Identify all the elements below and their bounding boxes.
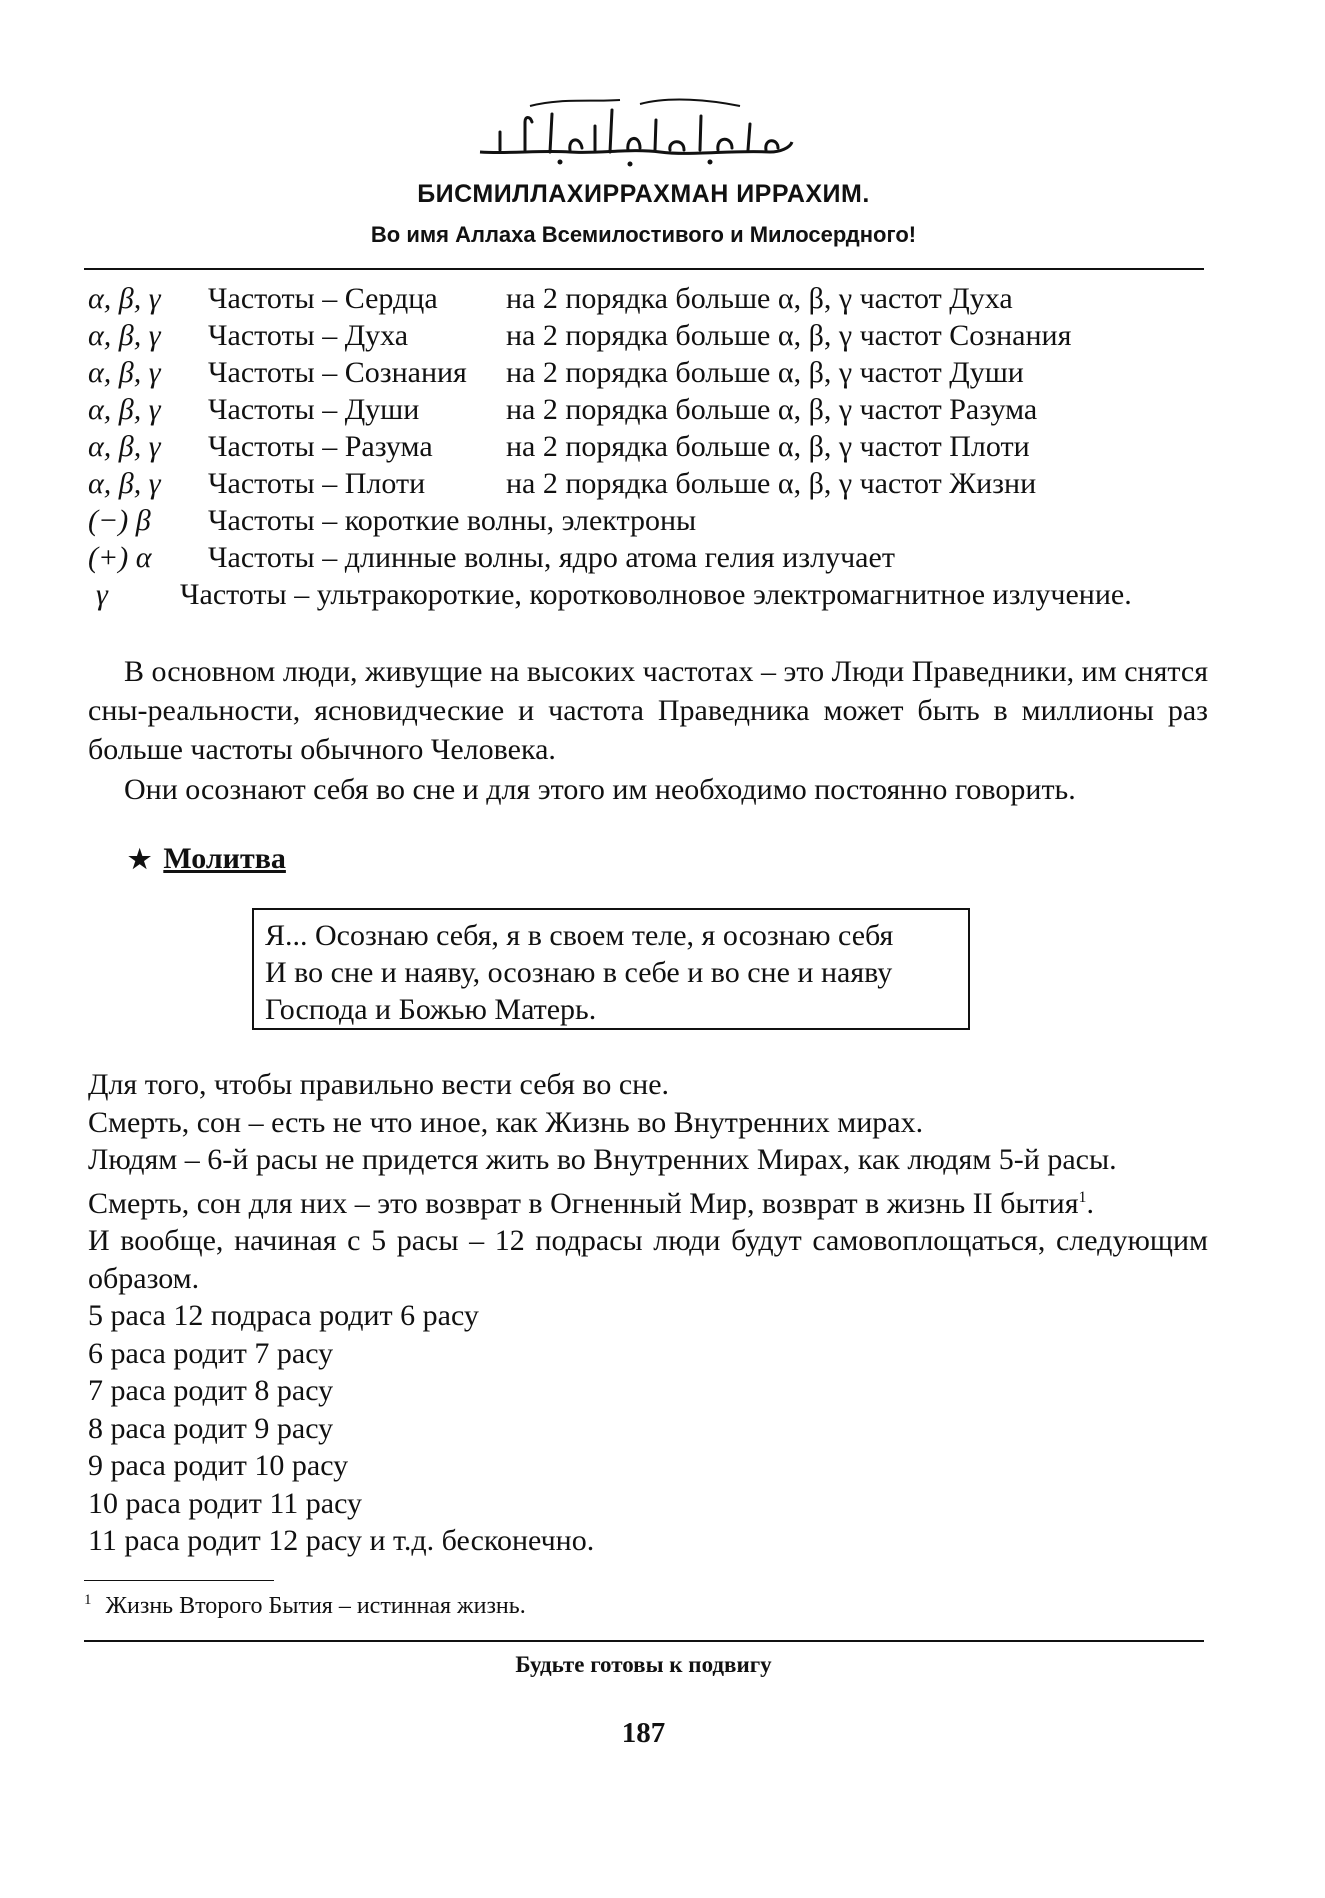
frequency-symbol: γ	[96, 578, 108, 611]
paragraph-self-awareness: Они осознают себя во сне и для этого им необходимо постоянно говорить.	[124, 773, 1076, 806]
prayer-line: И во сне и наяву, осознаю в себе и во сне и наяву	[265, 956, 893, 989]
body-line: И вообще, начиная с 5 расы – 12 подрасы люди будут самовоплощаться, следующим образом.	[88, 1224, 1208, 1295]
frequency-row	[88, 502, 1218, 539]
frequency-comparison: на 2 порядка больше α, β, γ частот Души	[506, 356, 1024, 389]
paragraph-righteous: В основном люди, живущие на высоких частотах – это Люди Праведники, им снятся сны-реальности, ясновидческие и частота Праведника может быть в миллионы раз больше частоты обычного Человека.	[88, 655, 1208, 766]
frequency-symbol: α, β, γ	[88, 356, 161, 389]
frequency-table	[88, 280, 1218, 613]
body-line	[88, 1179, 1208, 1223]
footnote-reference[interactable]: 1	[1078, 1188, 1087, 1206]
prayer-line: Господа и Божью Матерь.	[265, 993, 597, 1026]
frequency-symbol: α, β, γ	[88, 430, 161, 463]
frequency-label: Частоты – Души	[208, 393, 420, 426]
header-title: БИСМИЛЛАХИРРАХМАН ИРРАХИМ.	[417, 180, 870, 208]
frequency-symbol: α, β, γ	[88, 393, 161, 426]
prayer-line: Я... Осознаю себя, я в своем теле, я осознаю себя	[265, 919, 894, 952]
frequency-label: Частоты – Духа	[208, 319, 409, 352]
frequency-row	[88, 354, 1218, 391]
frequency-row	[88, 280, 1218, 317]
race-line: 7 раса родит 8 расу	[88, 1374, 334, 1407]
footnote-text: Жизнь Второго Бытия – истинная жизнь.	[105, 1593, 526, 1619]
frequency-label: Частоты – Сознания	[208, 356, 467, 389]
body-line-end: .	[1086, 1186, 1095, 1220]
frequency-row	[88, 317, 1218, 354]
body-line: Людям – 6-й расы не придется жить во Внутренних Мирах, как людям 5-й расы.	[88, 1143, 1117, 1176]
footer-divider	[84, 1640, 1204, 1642]
frequency-row	[88, 539, 1218, 576]
race-line: 5 раса 12 подраса родит 6 расу	[88, 1299, 479, 1332]
race-line: 11 раса родит 12 расу и т.д. бесконечно.	[88, 1524, 595, 1557]
arabic-calligraphy-image	[470, 92, 800, 172]
race-line: 8 раса родит 9 расу	[88, 1411, 334, 1445]
frequency-row	[88, 576, 1218, 613]
frequency-label: Частоты – Разума	[208, 430, 433, 463]
frequency-symbol: (−) β	[88, 504, 151, 537]
page-number: 187	[621, 1717, 666, 1749]
frequency-symbol: (+) α	[88, 541, 152, 574]
frequency-label: Частоты – короткие волны, электроны	[208, 504, 697, 537]
body-line: Смерть, сон – есть не что иное, как Жизнь во Внутренних мирах.	[88, 1105, 924, 1139]
frequency-comparison: на 2 порядка больше α, β, γ частот Разума	[506, 393, 1038, 426]
frequency-comparison: на 2 порядка больше α, β, γ частот Сознания	[506, 319, 1072, 352]
footer-title: Будьте готовы к подвигу	[515, 1652, 772, 1677]
frequency-label: Частоты – Сердца	[208, 282, 438, 315]
body-text	[88, 1066, 1208, 1560]
race-line: 9 раса родит 10 расу	[88, 1449, 349, 1482]
body-line-text: Смерть, сон для них – это возврат в Огненный Мир, возврат в жизнь II бытия	[88, 1186, 1079, 1220]
frequency-row	[88, 391, 1218, 428]
header-divider	[84, 268, 1204, 270]
body-line: Для того, чтобы правильно вести себя во сне.	[88, 1068, 670, 1101]
frequency-symbol: α, β, γ	[88, 282, 161, 315]
frequency-label: Частоты – Плоти	[208, 467, 426, 500]
frequency-comparison: на 2 порядка больше α, β, γ частот Духа	[506, 282, 1013, 315]
race-line: 10 раса родит 11 расу	[88, 1486, 362, 1520]
race-line: 6 раса родит 7 расу	[88, 1336, 334, 1370]
prayer-box	[252, 908, 970, 1030]
frequency-comparison: на 2 порядка больше α, β, γ частот Жизни	[506, 467, 1037, 500]
frequency-comparison: на 2 порядка больше α, β, γ частот Плоти	[506, 430, 1030, 463]
star-icon: ★	[128, 845, 152, 874]
footnote-divider	[84, 1580, 274, 1581]
frequency-label: Частоты – длинные волны, ядро атома гелия излучает	[208, 541, 895, 574]
frequency-label: Частоты – ультракороткие, коротковолновое электромагнитное излучение.	[180, 578, 1132, 611]
footnote-mark: 1	[84, 1592, 92, 1608]
footnote	[84, 1592, 526, 1620]
prayer-heading-label: Молитва	[163, 842, 286, 875]
frequency-symbol: α, β, γ	[88, 467, 161, 500]
header-subtitle: Во имя Аллаха Всемилостивого и Милосердного!	[370, 222, 917, 247]
frequency-row	[88, 428, 1218, 465]
frequency-row	[88, 465, 1218, 502]
frequency-symbol: α, β, γ	[88, 319, 161, 352]
prayer-heading	[128, 842, 286, 876]
